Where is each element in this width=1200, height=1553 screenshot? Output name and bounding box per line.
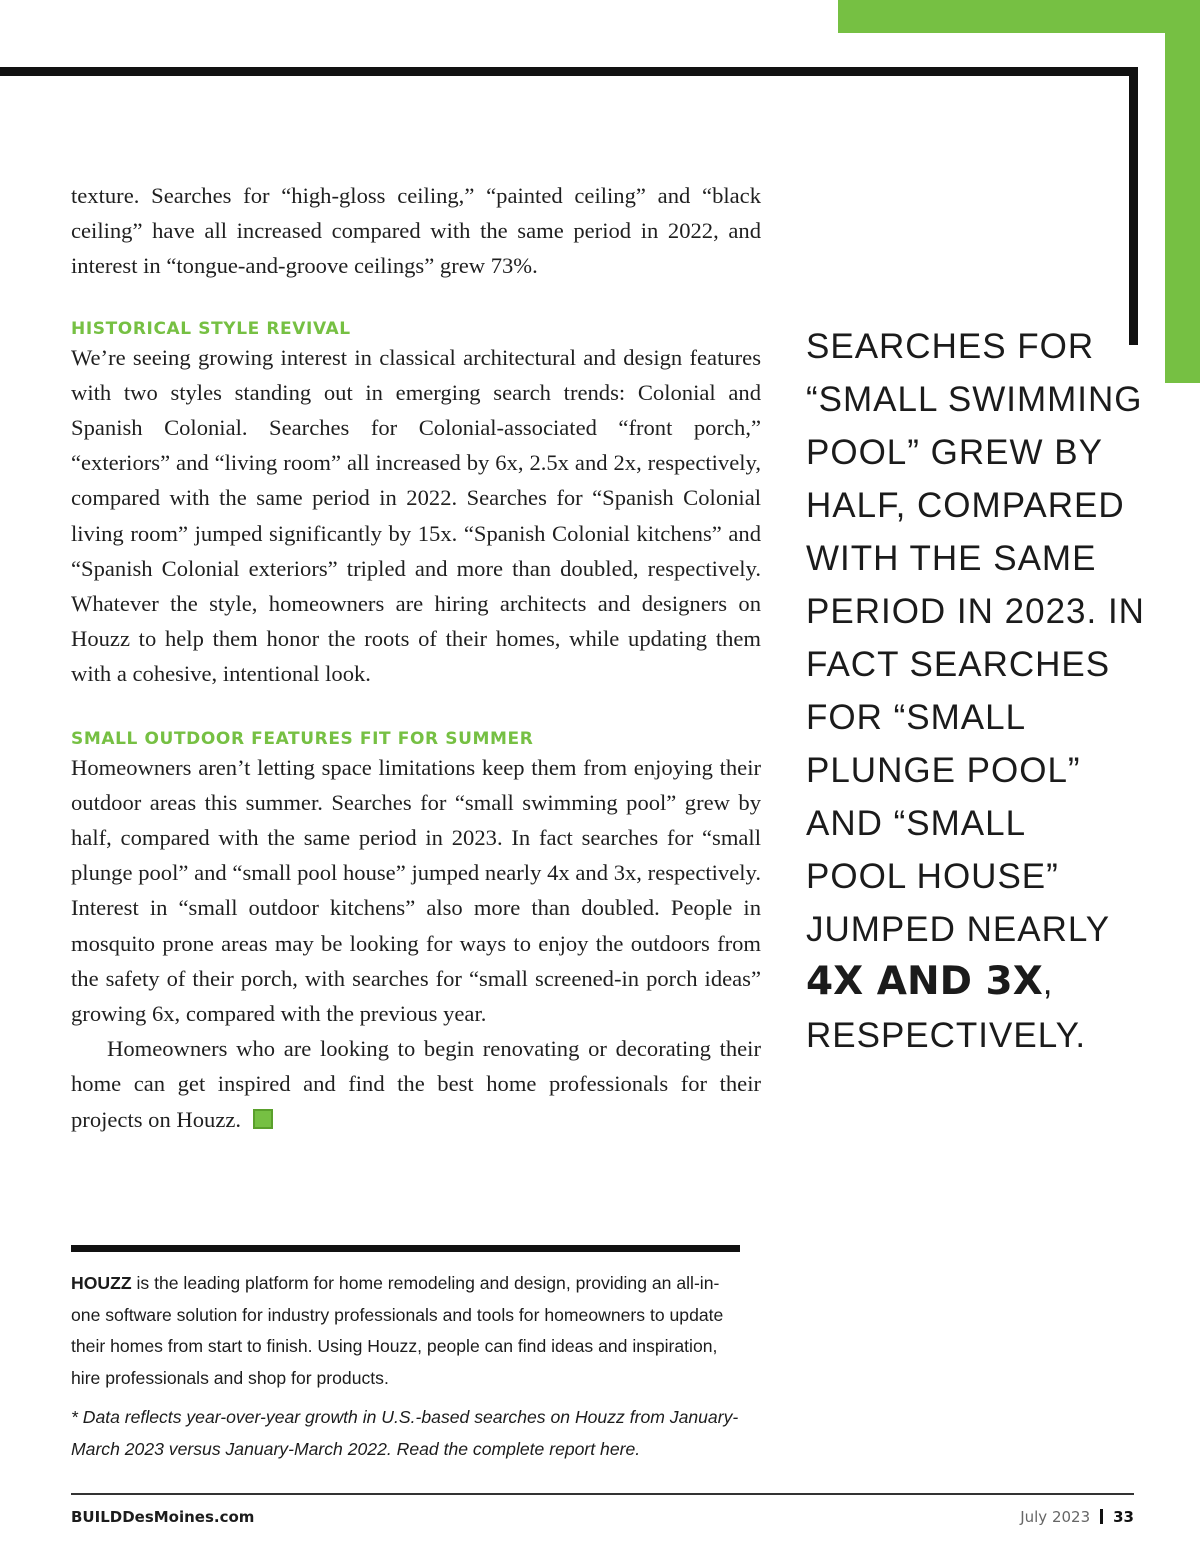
footer-divider [71, 1493, 1134, 1495]
pull-quote-line: HALF, COMPARED [806, 486, 1125, 525]
green-accent-bar-top [838, 0, 1200, 33]
pull-quote-line: FACT SEARCHES [806, 645, 1111, 684]
pull-quote-line: AND “SMALL [806, 804, 1027, 843]
bio-divider [71, 1245, 740, 1252]
pull-quote-line: POOL” GREW BY [806, 433, 1103, 472]
footer-issue: July 2023 [1020, 1508, 1091, 1526]
section-heading-historical: HISTORICAL STYLE REVIVAL [71, 318, 351, 339]
data-footnote: * Data reflects year-over-year growth in U.S.-based searches on Houzz from January-March 2023 versus January-March 2022. Read the complete report here. [71, 1407, 739, 1459]
section-paragraph: We’re seeing growing interest in classical architectural and design features with two styles standing out in emerging search trends: Colonial and Spanish Colonial. Searches for Colonial-associated “front porch,” “exteriors” and “living room” all increased by 6x, 2.5x and 2x, respectively, compared with the same period in 2022. Searches for “Spanish Colonial living room” jumped significantly by 15x. “Spanish Colonial kitchens” and “Spanish Colonial exteriors” tripled and more than doubled, respectively. Whatever the style, homeowners are hiring architects and designers on Houzz to help them honor the roots of their homes, while updating them with a cohesive, intentional look. [71, 344, 761, 687]
footer-issue-page [1020, 1508, 1134, 1526]
pull-quote-line: PLUNGE POOL” [806, 751, 1081, 790]
company-bio [71, 1268, 743, 1394]
pull-quote-emphasis-line [806, 956, 1136, 1009]
pull-quote-line: WITH THE SAME [806, 539, 1097, 578]
pull-quote [806, 320, 1145, 1062]
article-body [71, 178, 761, 1137]
company-bio-text: is the leading platform for home remodeling and design, providing an all-in-one software solution for industry professionals and tools for homeowners to update their homes from start to finish. Using Houzz, people can find ideas and inspiration, hire professionals and shop for products. [71, 1273, 724, 1388]
page-number: 33 [1113, 1508, 1134, 1526]
green-accent-bar-side [1165, 0, 1200, 383]
intro-paragraph: texture. Searches for “high-gloss ceiling,” “painted ceiling” and “black ceiling” have all increased compared with the same period in 2022, and interest in “tongue-and-groove ceilings” grew 73%. [71, 183, 761, 279]
pull-quote-line: PERIOD IN 2023. IN [806, 592, 1145, 631]
pull-quote-line: “SMALL SWIMMING [806, 380, 1143, 419]
black-frame-top [0, 67, 1138, 76]
pull-quote-line: FOR “SMALL [806, 698, 1027, 737]
closing-paragraph [71, 1031, 761, 1137]
pull-quote-line: POOL HOUSE” [806, 857, 1059, 896]
pull-quote-line: JUMPED NEARLY [806, 910, 1111, 949]
footer-website: BUILDDesMoines.com [71, 1508, 255, 1526]
section-paragraph: Homeowners aren’t letting space limitations keep them from enjoying their outdoor areas this summer. Searches for “small swimming pool” grew by half, compared with the same period in 2023. In fact searches for “small plunge pool” and “small pool house” jumped nearly 4x and 3x, respectively. Interest in “small outdoor kitchens” also more than doubled. People in mosquito prone areas may be looking for ways to enjoy the outdoors from the safety of their porch, with searches for “small screened-in porch ideas” growing 6x, compared with the previous year. [71, 754, 761, 1027]
pull-quote-line: RESPECTIVELY. [806, 1016, 1087, 1055]
black-frame-side [1129, 67, 1138, 345]
closing-text: Homeowners who are looking to begin renovating or decorating their home can get inspired and find the best home professionals for their projects on Houzz. [71, 1036, 761, 1132]
pull-quote-emphasis: 4X AND 3X [806, 959, 1043, 1004]
section-heading-outdoor: SMALL OUTDOOR FEATURES FIT FOR SUMMER [71, 728, 534, 749]
company-name: HOUZZ [71, 1273, 132, 1293]
footer-separator [1100, 1509, 1103, 1524]
end-mark-icon: B [253, 1109, 273, 1129]
pull-quote-line: SEARCHES FOR [806, 327, 1095, 366]
pull-quote-comma: , [1042, 963, 1054, 1002]
